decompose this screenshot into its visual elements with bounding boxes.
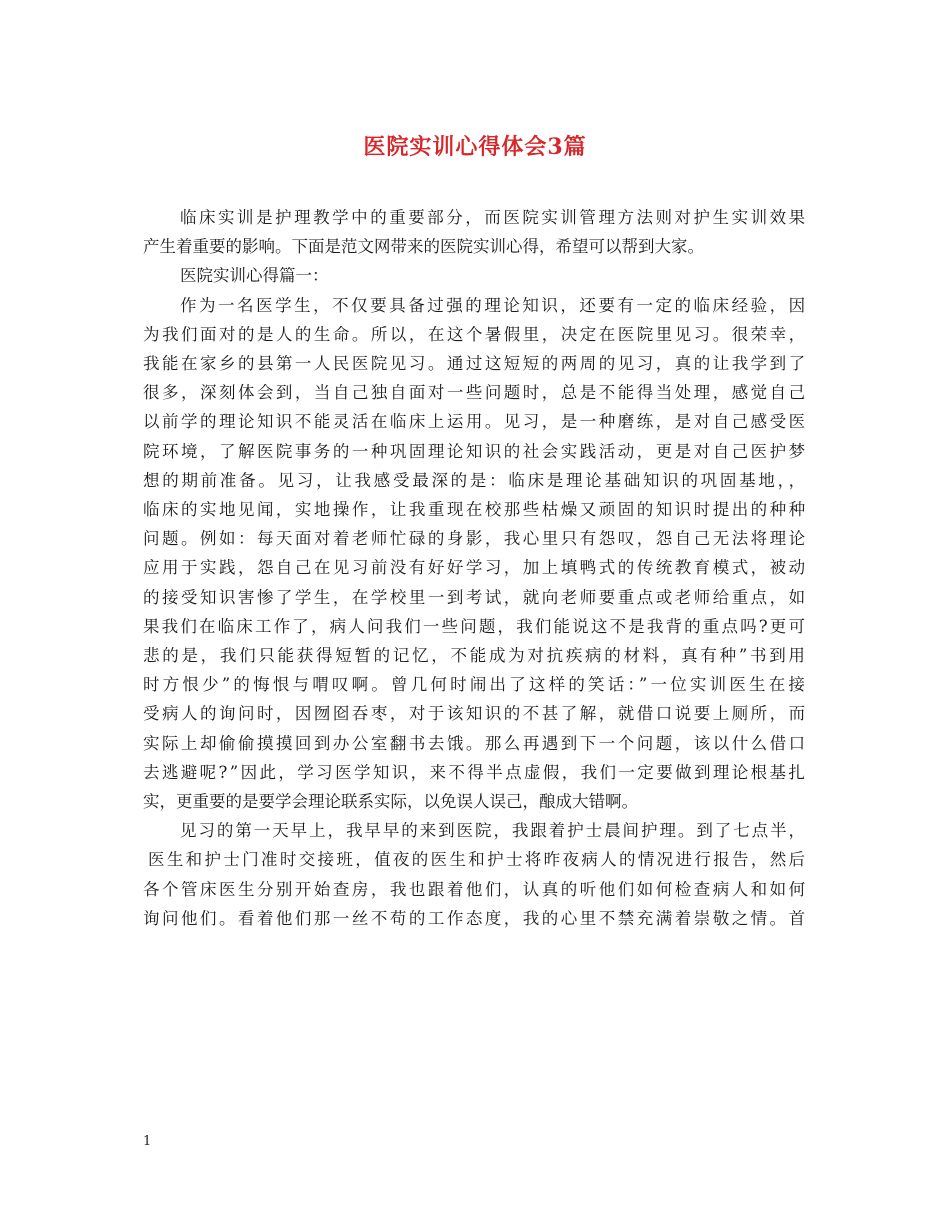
body-line: 各个管床医生分别开始查房，我也跟着他们，认真的听他们如何检查病人和如何 — [143, 880, 808, 899]
body-line: 临床实训是护理教学中的重要部分，而医院实训管理方法则对护生实训效果 — [180, 208, 808, 227]
body-line: 以前学的理论知识不能灵活在临床上运用。见习，是一种磨练，是对自己感受医 — [143, 412, 808, 431]
body-line: 问题。例如：每天面对着老师忙碌的身影，我心里只有怨叹，怨自己无法将理论 — [143, 529, 808, 548]
body-line: 产生着重要的影响。下面是范文网带来的医院实训心得，希望可以帮到大家。 — [143, 237, 704, 256]
body-line: 为我们面对的是人的生命。所以，在这个暑假里，决定在医院里见习。很荣幸， — [143, 325, 808, 344]
body-line: 实，更重要的是要学会理论联系实际，以免误人误己，酿成大错啊。 — [143, 792, 638, 811]
body-line: 果我们在临床工作了，病人问我们一些问题，我们能说这不是我背的重点吗?更可 — [143, 617, 808, 636]
body-line: 院环境，了解医院事务的一种巩固理论知识的社会实践活动，更是对自己医护梦 — [143, 442, 808, 461]
body-line: 的接受知识害惨了学生，在学校里一到考试，就向老师要重点或老师给重点，如 — [143, 588, 808, 607]
body-line: 时方恨少”的悔恨与喟叹啊。曾几何时闹出了这样的笑话：”一位实训医生在接 — [143, 675, 809, 694]
body-line: 询问他们。看着他们那一丝不苟的工作态度，我的心里不禁充满着崇敬之情。首 — [143, 909, 808, 928]
body-line: 临床的实地见闻，实地操作，让我重现在校那些枯燥又顽固的知识时提出的种种 — [143, 500, 808, 519]
body-line: 悲的是，我们只能获得短暂的记忆，不能成为对抗疾病的材料，真有种”书到用 — [143, 646, 808, 665]
body-line: 想的期前准备。见习，让我感受最深的是：临床是理论基础知识的巩固基地，， — [143, 471, 808, 490]
body-line: 医生和护士门准时交接班，值夜的医生和护士将昨夜病人的情况进行报告，然后 — [148, 850, 808, 869]
body-line: 应用于实践，怨自己在见习前没有好好学习，加上填鸭式的传统教育模式，被动 — [143, 558, 808, 577]
body-line: 实际上却偷偷摸摸回到办公室翻书去饿。那么再遇到下一个问题，该以什么借口 — [143, 734, 808, 753]
body-line: 医院实训心得篇一： — [180, 266, 329, 285]
body-line: 受病人的询问时，因囫囵吞枣，对于该知识的不甚了解，就借口说要上厕所，而 — [143, 704, 808, 723]
body-line: 去逃避呢?”因此，学习医学知识，来不得半点虚假，我们一定要做到理论根基扎 — [143, 763, 808, 782]
body-line: 很多，深刻体会到，当自己独自面对一些问题时，总是不能得当处理，感觉自己 — [143, 383, 808, 402]
document-title: 医院实训心得体会3篇 — [363, 134, 587, 160]
body-line: 见习的第一天早上，我早早的来到医院，我跟着护士晨间护理。到了七点半， — [180, 821, 807, 840]
body-line: 我能在家乡的县第一人民医院见习。通过这短短的两周的见习，真的让我学到了 — [143, 354, 808, 373]
body-line: 作为一名医学生，不仅要具备过强的理论知识，还要有一定的临床经验，因 — [180, 296, 808, 315]
page-number: 1 — [143, 1134, 152, 1149]
